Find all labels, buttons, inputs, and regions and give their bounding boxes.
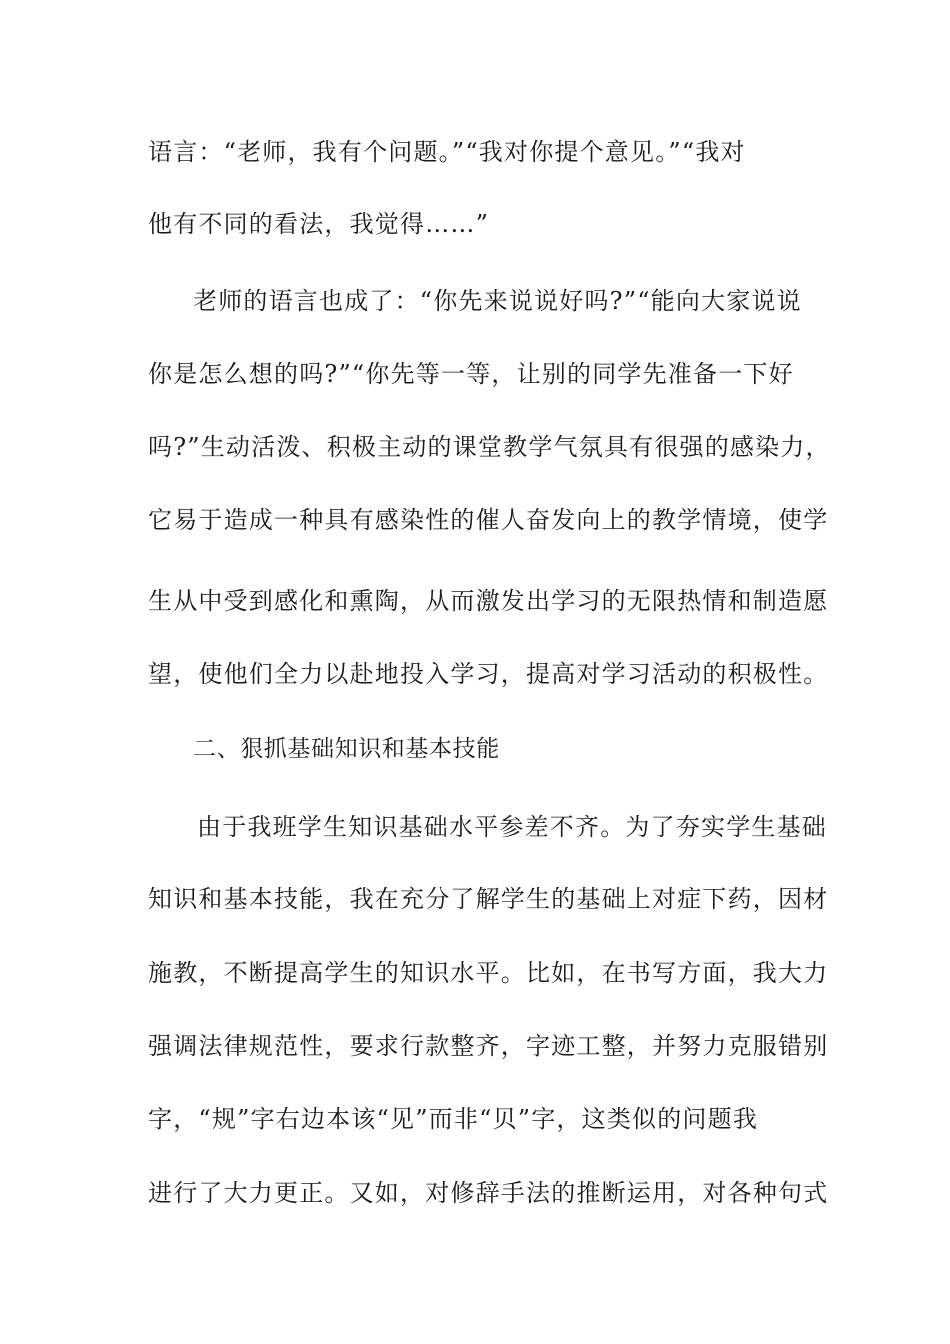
paragraph-line: 强调法律规范性，要求行款整齐，字迹工整，并努力克服错别 (148, 1032, 829, 1060)
paragraph-line: 它易于造成一种具有感染性的催人奋发向上的教学情境，使学 (148, 506, 829, 534)
paragraph-line: 吗?”生动活泼、积极主动的课堂教学气氛具有很强的感染力， (148, 433, 831, 461)
paragraph-first-line: 老师的语言也成了：“你先来说说好吗?”“能向大家说说 (193, 287, 802, 315)
paragraph-line: 望，使他们全力以赴地投入学习，提高对学习活动的积极性。 (148, 660, 829, 688)
paragraph-first-line: 由于我班学生知识基础水平参差不齐。为了夯实学生基础 (197, 813, 827, 841)
paragraph-line: 你是怎么想的吗?”“你先等一等，让别的同学先准备一下好 (148, 360, 794, 388)
paragraph-line: 生从中受到感化和熏陶，从而激发出学习的无限热情和制造愿 (148, 587, 829, 615)
section-heading: 二、狠抓基础知识和基本技能 (193, 736, 500, 762)
paragraph-line: 施教，不断提高学生的知识水平。比如，在书写方面，我大力 (148, 959, 829, 987)
paragraph-line: 语言：“老师，我有个问题。”“我对你提个意见。”“我对 (148, 138, 746, 166)
paragraph-line: 进行了大力更正。又如，对修辞手法的推断运用，对各种句式 (148, 1179, 829, 1207)
paragraph-line: 字，“规”字右边本该“见”而非“贝”字，这类似的问题我 (148, 1105, 759, 1133)
paragraph-line: 知识和基本技能，我在充分了解学生的基础上对症下药，因材 (148, 885, 829, 913)
paragraph-line: 他有不同的看法，我觉得……” (148, 210, 490, 238)
